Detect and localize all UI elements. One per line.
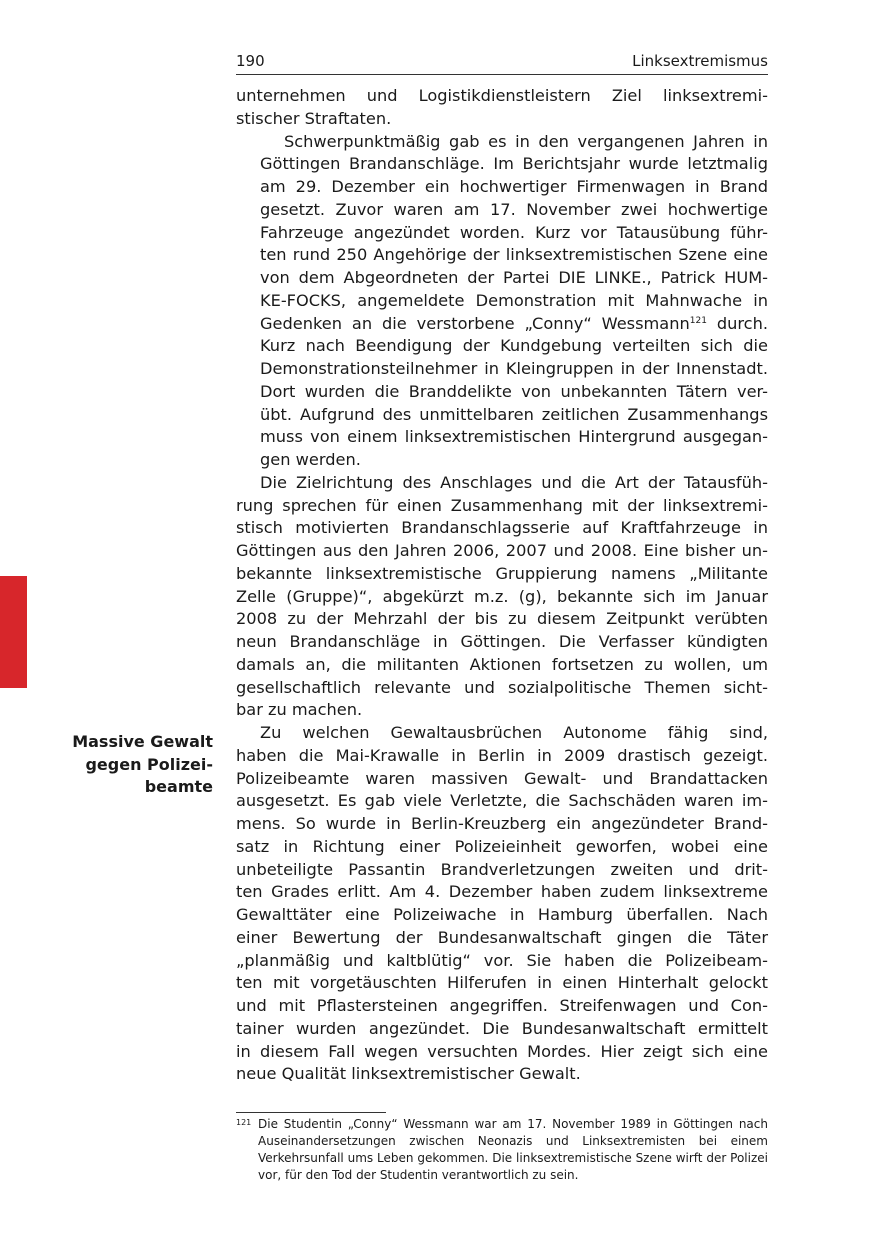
text-line: stischer Straftaten.: [236, 108, 392, 128]
text-line: gen werden.: [260, 450, 361, 469]
text-line: Die Zielrichtung des Anschlages und die Art der Tatausfüh-: [260, 472, 768, 492]
text-line: Göttingen aus den Jahren 2006, 2007 und 2008. Eine bisher un-: [236, 541, 768, 560]
text-line-with-footnote: [236, 313, 768, 336]
text-line: muss von einem linksextremistischen Hintergrund ausgegan-: [260, 427, 768, 447]
text-line: übt. Aufgrund des unmittelbaren zeitlichen Zusammenhangs: [260, 404, 768, 424]
text-line: ten mit vorgetäuschten Hilferufen in einen Hinterhalt gelockt: [236, 973, 768, 993]
text-line: Zelle (Gruppe)“, abgekürzt m.z. (g), bekannte sich im Januar: [236, 586, 768, 606]
text-line: 2008 zu der Mehrzahl der bis zu diesem Zeitpunkt verübten: [236, 609, 768, 629]
footnote-text: Die Studentin „Conny“ Wessmann war am 17. November 1989 in Göttingen nach Auseinandersetzungen zwischen Neonazis und Linksextremisten bei einem Verkehrsunfall ums Leben gekommen. Die linksextremistische Szene wirft der Polizei vor, für den Tod der Studentin verantwortlich zu sein.: [258, 1117, 768, 1182]
footnote-divider: [236, 1112, 386, 1113]
text-line: von dem Abgeordneten der Partei DIE LINKE., Patrick HUM-: [260, 268, 768, 287]
paragraph: [236, 131, 768, 472]
text-line: am 29. Dezember ein hochwertiger Firmenwagen in Brand: [260, 177, 768, 196]
text-line: gesellschaftlich relevante und sozialpolitische Themen sicht-: [236, 677, 768, 697]
text-line: Kurz nach Beendigung der Kundgebung verteilten sich die: [260, 336, 768, 356]
text-line: unbeteiligte Passantin Brandverletzungen zweiten und drit-: [236, 859, 768, 879]
text-line: ten rund 250 Angehörige der linksextremistischen Szene eine: [260, 245, 768, 265]
text-line: satz in Richtung einer Polizeieinheit geworfen, wobei eine: [236, 836, 768, 856]
body-text: [236, 85, 768, 1086]
text-line: bekannte linksextremistische Gruppierung namens „Militante: [236, 563, 768, 583]
text-line: mens. So wurde in Berlin-Kreuzberg ein angezündeter Brand-: [236, 814, 768, 833]
text-line: neue Qualität linksextremistischer Gewalt.: [236, 1064, 581, 1084]
running-title: Linksextremismus: [632, 52, 768, 70]
chapter-marker: [0, 576, 27, 688]
text-line: Dort wurden die Branddelikte von unbekannten Tätern ver-: [260, 381, 768, 401]
text-line: Gewalttäter eine Polizeiwache in Hamburg überfallen. Nach: [236, 905, 768, 924]
page-number: 190: [236, 52, 265, 70]
text-line: neun Brandanschläge in Göttingen. Die Verfasser kündigten: [236, 632, 768, 651]
text-line: gesetzt. Zuvor waren am 17. November zwei hochwertige: [260, 199, 768, 219]
text-line: ten Grades erlitt. Am 4. Dezember haben zudem linksextreme: [236, 882, 768, 902]
margin-note-line: beamte: [144, 777, 213, 796]
text-line: stisch motivierten Brandanschlagsserie auf Kraftfahrzeuge in: [236, 518, 768, 538]
text-line: bar zu machen.: [236, 700, 363, 720]
margin-note-line: Massive Gewalt: [72, 732, 213, 751]
text-segment: Gedenken an die verstorbene „Conny“ Wessmann: [260, 313, 690, 333]
text-line: Fahrzeuge angezündet worden. Kurz vor Tatausübung führ-: [260, 222, 768, 242]
text-line: Göttingen Brandanschläge. Im Berichtsjahr wurde letztmalig: [260, 154, 768, 174]
text-line: Demonstrationsteilnehmer in Kleingruppen in der Innenstadt.: [260, 359, 768, 378]
paragraph: [236, 472, 768, 722]
text-line: Schwerpunktmäßig gab es in den vergangenen Jahren in: [284, 131, 768, 151]
footnote-reference[interactable]: 121: [689, 315, 707, 326]
margin-note-line: gegen Polizei-: [85, 754, 213, 774]
text-line: rung sprechen für einen Zusammenhang mit der linksextremi-: [236, 495, 768, 515]
text-line: Zu welchen Gewaltausbrüchen Autonome fähig sind,: [260, 723, 768, 742]
footnote-number: 121: [236, 1118, 252, 1127]
text-line: haben die Mai-Krawalle in Berlin in 2009 drastisch gezeigt.: [236, 745, 768, 765]
text-line: unternehmen und Logistikdienstleistern Ziel linksextremi-: [236, 86, 768, 105]
text-line: „planmäßig und kaltblütig“ vor. Sie haben die Polizeibeam-: [236, 950, 768, 970]
page-header: [236, 50, 768, 75]
paragraph: [236, 85, 768, 131]
text-line: ausgesetzt. Es gab viele Verletzte, die Sachschäden waren im-: [236, 791, 768, 811]
text-segment: durch.: [706, 313, 768, 333]
paragraph: [236, 722, 768, 1086]
text-line: KE-FOCKS, angemeldete Demonstration mit Mahnwache in: [260, 290, 768, 310]
text-line: damals an, die militanten Aktionen fortsetzen zu wollen, um: [236, 654, 768, 674]
footnote: [236, 1116, 768, 1184]
text-line: und mit Pflastersteinen angegriffen. Streifenwagen und Con-: [236, 996, 768, 1015]
margin-note: [40, 731, 213, 799]
text-line: in diesem Fall wegen versuchten Mordes. Hier zeigt sich eine: [236, 1041, 768, 1061]
text-line: tainer wurden angezündet. Die Bundesanwaltschaft ermittelt: [236, 1018, 768, 1038]
text-line: einer Bewertung der Bundesanwaltschaft gingen die Täter: [236, 927, 768, 947]
text-line: Polizeibeamte waren massiven Gewalt- und Brandattacken: [236, 768, 768, 788]
